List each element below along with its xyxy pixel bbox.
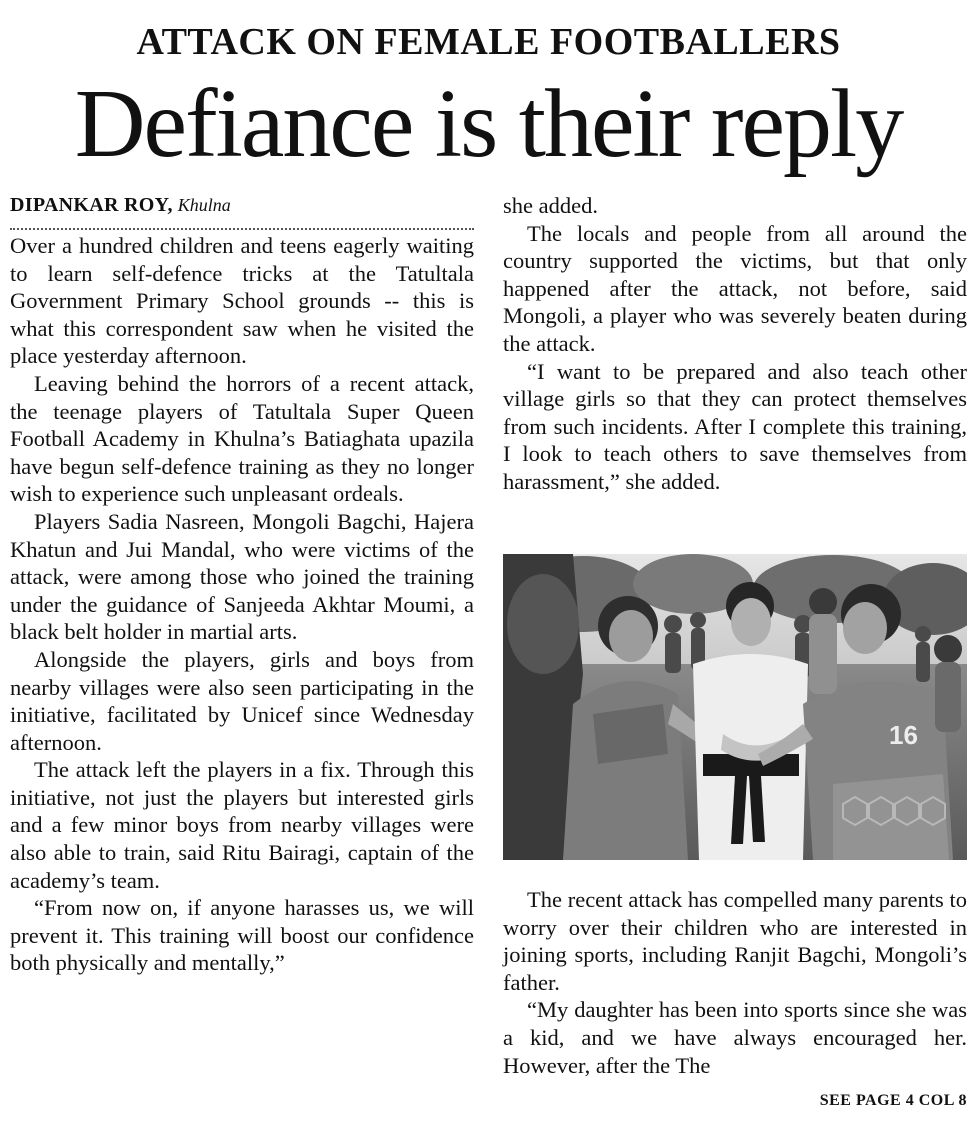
article-column-left — [10, 232, 474, 977]
continuation-note: SEE PAGE 4 COL 8 — [819, 1092, 967, 1109]
paragraph: Leaving behind the horrors of a recent attack, the teenage players of Tatultala Super Queen Football Academy in Khulna’s Batiaghata upazila have begun self-defence training as they no longer wish to experience such unpleasant ordeals. — [10, 370, 474, 507]
paragraph: “I want to be prepared and also teach other village girls so that they can protect themselves from such incidents. After I complete this training, I look to teach others to save themselves from harassment,” she added. — [503, 358, 967, 494]
news-photo — [503, 554, 967, 860]
paragraph: “My daughter has been into sports since she was a kid, and we have always encouraged her. However, after the The — [503, 997, 967, 1078]
byline-author: DIPANKAR ROY, — [10, 194, 173, 216]
byline-divider — [10, 228, 474, 230]
paragraph: “From now on, if anyone harasses us, we will prevent it. This training will boost our confidence both physically and mentally,” — [10, 895, 474, 976]
photo-illustration — [503, 554, 967, 860]
kicker-headline: ATTACK ON FEMALE FOOTBALLERS — [136, 21, 841, 63]
article-column-right-top — [503, 192, 967, 496]
paragraph: The attack left the players in a fix. Through this initiative, not just the players but interested girls and a few minor boys from nearby villages were also able to train, said Ritu Bairagi, captain of the academy’s team. — [10, 757, 474, 893]
paragraph: Alongside the players, girls and boys from nearby villages were also seen participating in the initiative, facilitated by Unicef since Wednesday afternoon. — [10, 646, 474, 755]
byline — [10, 192, 474, 218]
paragraph: she added. — [503, 193, 598, 218]
paragraph: Players Sadia Nasreen, Mongoli Bagchi, Hajera Khatun and Jui Mandal, who were victims of the attack, were among those who joined the training under the guidance of Sanjeeda Akhtar Moumi, a black belt holder in martial arts. — [10, 508, 474, 645]
paragraph: Over a hundred children and teens eagerly waiting to learn self-defence tricks at the Tatultala Government Primary School grounds -- this is what this correspondent saw when he visited the place yesterday afternoon. — [10, 233, 474, 369]
main-headline: Defiance is their reply — [74, 70, 903, 178]
byline-place: Khulna — [177, 195, 231, 215]
article-column-right-bottom — [503, 886, 967, 1079]
jersey-number: 16 — [889, 720, 918, 750]
paragraph: The recent attack has compelled many parents to worry over their children who are interested in joining sports, including Ranjit Bagchi, Mongoli’s father. — [503, 887, 967, 995]
paragraph: The locals and people from all around the country supported the victims, but that only happened after the attack, not before, said Mongoli, a player who was severely beaten during the attack. — [503, 220, 967, 356]
